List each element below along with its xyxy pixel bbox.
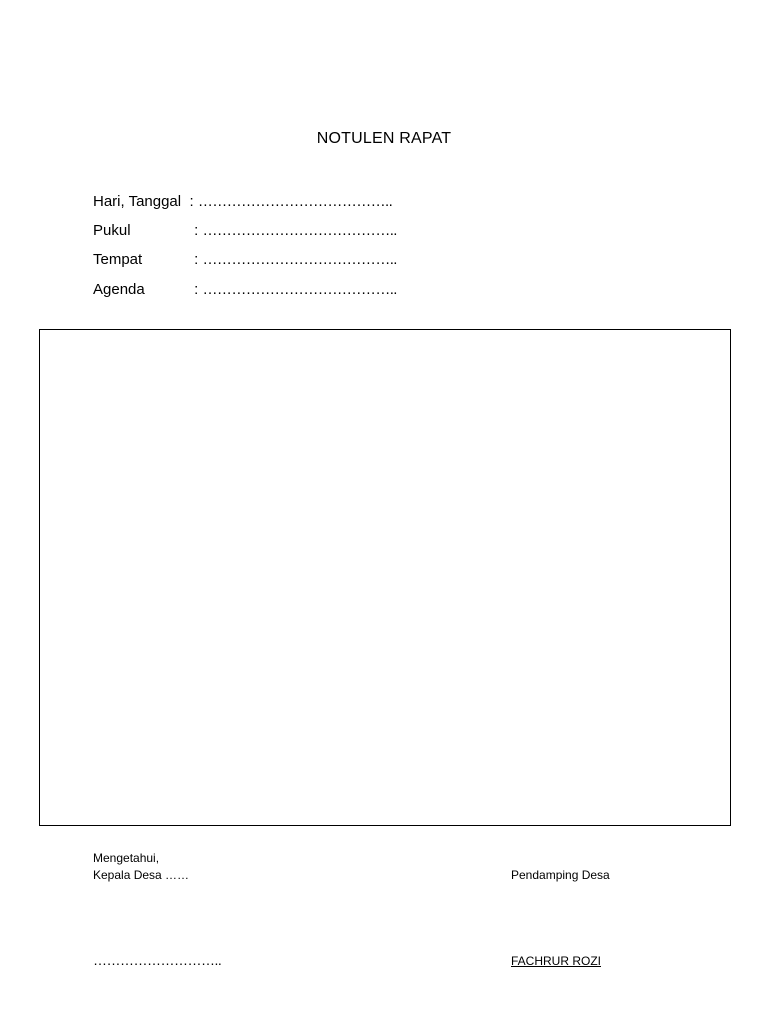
signature-left-heading: Mengetahui, xyxy=(93,851,160,865)
field-value: ………………………………….. xyxy=(202,222,397,239)
field-label: Agenda xyxy=(93,281,145,298)
signature-left-position: Kepala Desa …… xyxy=(93,868,190,882)
field-separator: : xyxy=(194,251,199,268)
field-separator: : xyxy=(194,281,199,298)
field-value: ………………………………….. xyxy=(197,193,393,210)
field-tempat xyxy=(93,250,397,270)
notes-box xyxy=(39,329,731,826)
field-hari-tanggal xyxy=(93,192,392,212)
field-value: ………………………………….. xyxy=(202,251,397,268)
document-title: NOTULEN RAPAT xyxy=(316,130,452,147)
field-agenda xyxy=(93,280,397,300)
field-label: Tempat xyxy=(93,251,143,268)
signature-right-name: FACHRUR ROZI xyxy=(511,954,601,968)
field-value: ………………………………….. xyxy=(202,281,397,298)
field-separator: : xyxy=(189,193,194,210)
field-separator: : xyxy=(194,222,199,239)
signature-left-name: ……………………….. xyxy=(93,952,222,968)
field-label: Pukul xyxy=(93,222,131,239)
field-pukul xyxy=(93,221,397,241)
signature-right-position: Pendamping Desa xyxy=(511,868,610,882)
field-label: Hari, Tanggal xyxy=(93,193,182,210)
